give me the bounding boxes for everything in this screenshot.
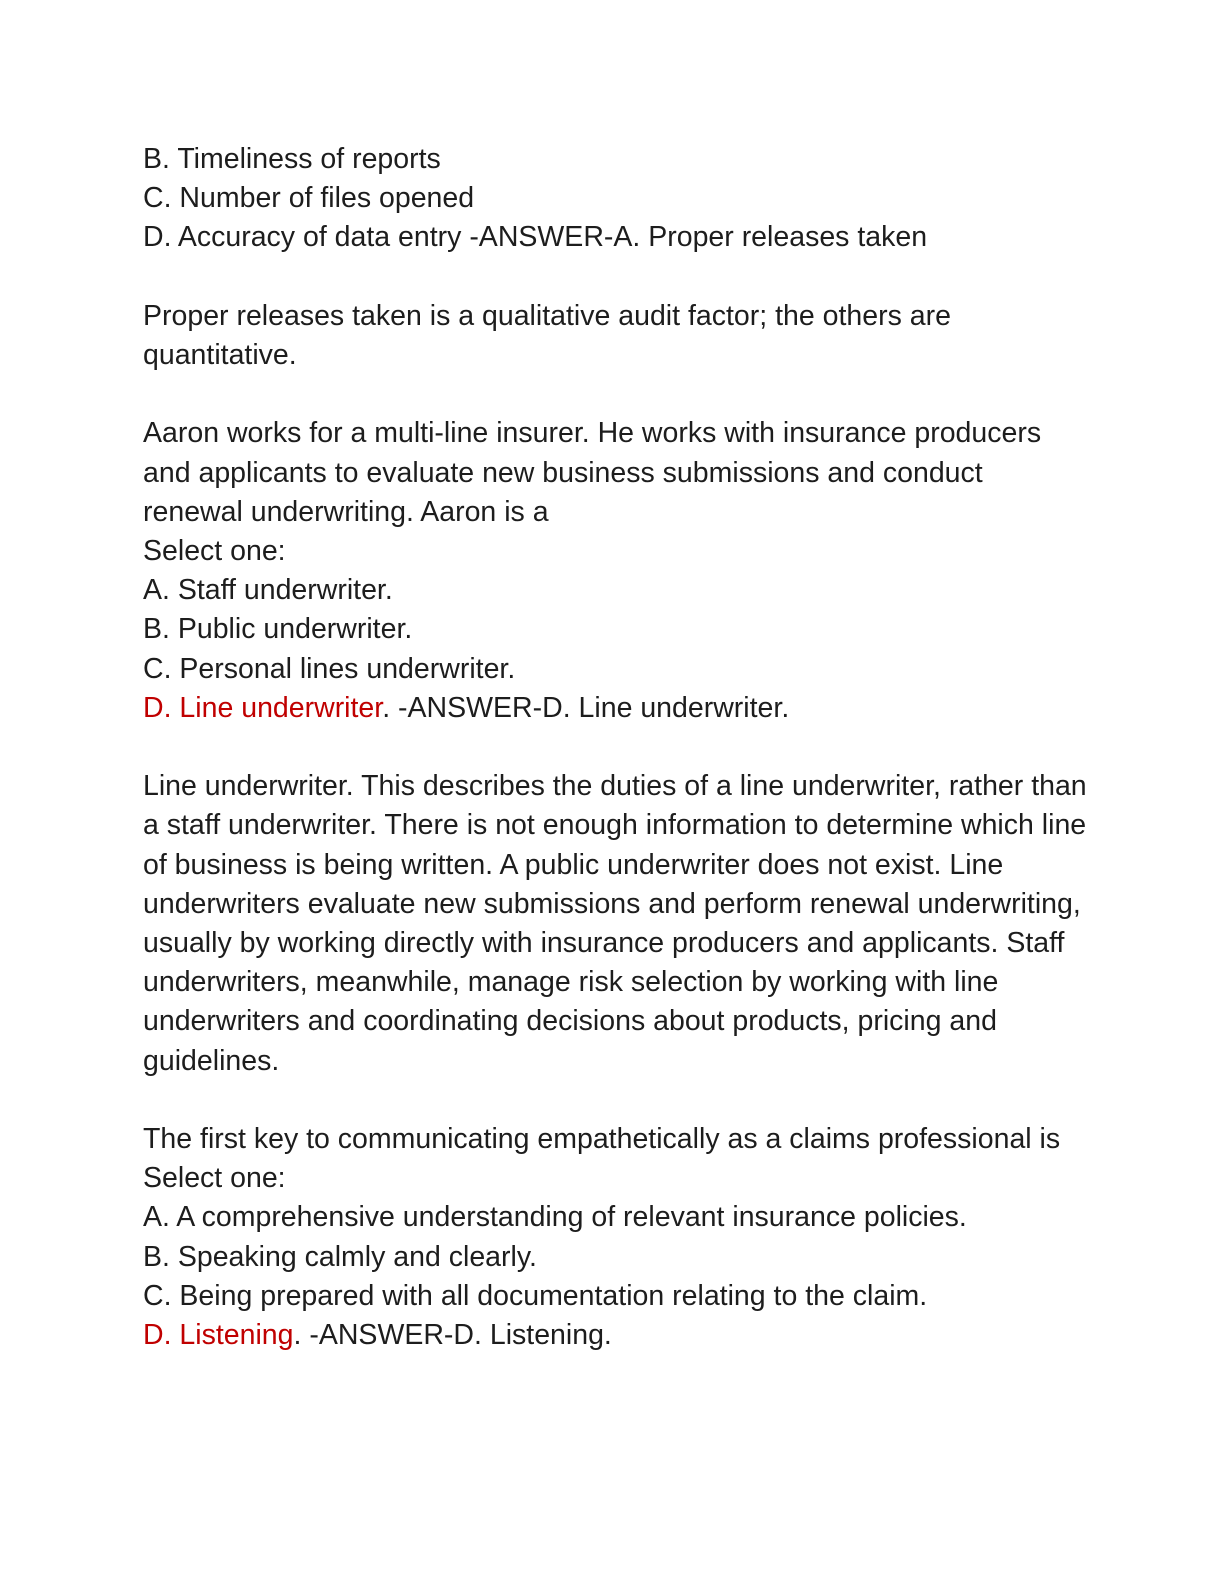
option-d-with-answer: D. Accuracy of data entry -ANSWER-A. Proper releases taken xyxy=(143,221,928,254)
option-c: C. Number of files opened xyxy=(143,182,475,215)
spacer xyxy=(143,375,1088,414)
option-b: B. Public underwriter. xyxy=(143,613,413,646)
answer-text: . -ANSWER-D. Line underwriter. xyxy=(382,691,790,724)
answer-text: . -ANSWER-D. Listening. xyxy=(293,1319,612,1352)
answer-explanation: Proper releases taken is a qualitative audit factor; the others are quantitative. xyxy=(143,299,951,371)
document-page xyxy=(143,140,1088,1355)
option-a: A. A comprehensive understanding of relevant insurance policies. xyxy=(143,1201,967,1234)
spacer xyxy=(143,1081,1088,1120)
option-b: B. Speaking calmly and clearly. xyxy=(143,1240,537,1273)
spacer xyxy=(143,728,1088,767)
correct-option-highlight: D. Line underwriter xyxy=(143,691,383,724)
correct-option-highlight: D. Listening xyxy=(143,1319,294,1352)
question-stem: Aaron works for a multi-line insurer. He works with insurance producers and applicants to evaluate new business submissions and conduct renewal underwriting. Aaron is a xyxy=(143,417,1042,528)
option-d-with-answer xyxy=(143,689,1088,728)
spacer xyxy=(143,258,1088,297)
select-prompt: Select one: xyxy=(143,535,286,567)
question-stem: The first key to communicating empathetically as a claims professional is xyxy=(143,1123,1061,1156)
option-a: A. Staff underwriter. xyxy=(143,574,393,607)
option-d-with-answer xyxy=(143,1316,1088,1355)
answer-explanation: Line underwriter. This describes the duties of a line underwriter, rather than a staff underwriter. There is not enough information to determine which line of business is being written. A public underwriter does not exist. Line underwriters evaluate new submissions and perform renewal underwriting, usually by working directly with insurance producers and applicants. Staff underwriters, meanwhile, manage risk selection by working with line underwriters and coordinating decisions about products, pricing and guidelines. xyxy=(143,770,1087,1077)
option-c: C. Being prepared with all documentation relating to the claim. xyxy=(143,1279,928,1312)
option-c: C. Personal lines underwriter. xyxy=(143,652,516,685)
select-prompt: Select one: xyxy=(143,1162,286,1195)
option-b: B. Timeliness of reports xyxy=(143,143,441,175)
